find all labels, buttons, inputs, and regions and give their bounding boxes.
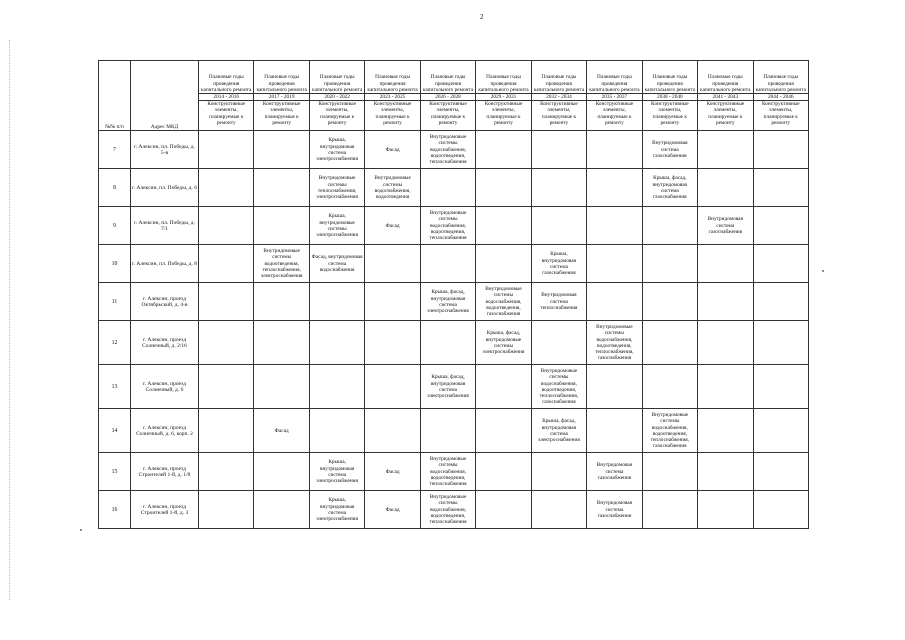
header-period-title: Плановые годы проведения капитального ремонта xyxy=(476,61,531,94)
repair-elements-cell xyxy=(254,283,309,321)
repair-elements-cell xyxy=(642,321,697,365)
repair-elements-cell xyxy=(254,321,309,365)
header-period-years: 2026 - 2028 xyxy=(420,94,475,101)
repair-elements-cell xyxy=(753,207,808,245)
row-address: г. Алексин, проезд Солнечный, д. 2/16 xyxy=(131,321,199,365)
header-period-years: 2017 - 2019 xyxy=(254,94,309,101)
row-address: г. Алексин, пл. Победы, д. 5-в xyxy=(131,131,199,169)
table-header xyxy=(99,61,809,131)
repair-elements-cell: Крыша, фасад, внутридомовая система электроснабжения xyxy=(420,365,475,409)
header-period-years: 2038 - 2040 xyxy=(642,94,697,101)
repair-elements-cell xyxy=(698,409,753,453)
repair-elements-cell xyxy=(309,321,364,365)
repair-elements-cell: Внутридомовые системы водоснабжения, водоотведения, газоснабжения xyxy=(476,283,531,321)
repair-elements-cell xyxy=(476,409,531,453)
repair-elements-cell: Внутридомовая система газоснабжения xyxy=(642,131,697,169)
repair-elements-cell xyxy=(642,245,697,283)
repair-elements-cell: Внутридомовая система газоснабжения xyxy=(587,491,642,529)
repair-elements-cell xyxy=(753,365,808,409)
repair-elements-cell xyxy=(476,245,531,283)
repair-elements-cell xyxy=(753,409,808,453)
header-elements-label: Конструктивные элементы, планируемые к ремонту xyxy=(531,101,586,131)
repair-elements-cell: Крыша, фасад, внутридомовая система электроснабжения xyxy=(531,409,586,453)
repair-elements-cell: Фасад xyxy=(365,491,420,529)
header-elements-label: Конструктивные элементы, планируемые к ремонту xyxy=(254,101,309,131)
repair-elements-cell xyxy=(753,453,808,491)
repair-elements-cell xyxy=(698,453,753,491)
repair-elements-cell xyxy=(199,207,254,245)
repair-elements-cell: Внутридомовая система газоснабжения xyxy=(587,453,642,491)
repair-elements-cell: Фасад xyxy=(254,409,309,453)
row-address: г. Алексин, проезд Октябрьский, д. 4-в xyxy=(131,283,199,321)
repair-elements-cell xyxy=(309,365,364,409)
repair-elements-cell xyxy=(698,283,753,321)
repair-elements-cell: Внутридомовые системы теплоснабжения, электроснабжения xyxy=(309,169,364,207)
header-elements-label: Конструктивные элементы, планируемые к ремонту xyxy=(642,101,697,131)
table-row xyxy=(99,283,809,321)
repair-elements-cell xyxy=(587,409,642,453)
table-row xyxy=(99,169,809,207)
row-address: г. Алексин, пл. Победы, д. 7/1 xyxy=(131,207,199,245)
repair-elements-cell xyxy=(365,409,420,453)
header-period-title: Плановые годы проведения капитального ремонта xyxy=(642,61,697,94)
repair-elements-cell xyxy=(698,131,753,169)
header-period-years: 2023 - 2025 xyxy=(365,94,420,101)
header-period-years: 2041 - 2043 xyxy=(698,94,753,101)
repair-elements-cell xyxy=(531,491,586,529)
table-row xyxy=(99,365,809,409)
repair-elements-cell xyxy=(254,131,309,169)
repair-elements-cell xyxy=(753,321,808,365)
repair-elements-cell xyxy=(753,131,808,169)
repair-elements-cell: Внутридомовые системы водоснабжения, водоотведения, теплоснабжения xyxy=(420,491,475,529)
repair-elements-cell xyxy=(309,409,364,453)
repair-elements-cell xyxy=(587,169,642,207)
repair-elements-cell xyxy=(587,283,642,321)
repair-elements-cell xyxy=(365,283,420,321)
scan-speck xyxy=(80,529,82,531)
repair-elements-cell xyxy=(254,207,309,245)
row-address: г. Алексин, проезд Строителей 1-й, д. 3 xyxy=(131,491,199,529)
repair-elements-cell: Внутридомовые системы водоснабжения, водоотведения, теплоснабжения, газоснабжения xyxy=(642,409,697,453)
repair-elements-cell xyxy=(698,245,753,283)
repair-elements-cell: Крыша, внутридомовая система газоснабжения xyxy=(531,245,586,283)
header-period-title: Плановые годы проведения капитального ремонта xyxy=(698,61,753,94)
repair-elements-cell xyxy=(199,283,254,321)
header-period-title: Плановые годы проведения капитального ремонта xyxy=(199,61,254,94)
repair-elements-cell xyxy=(642,365,697,409)
row-number: 15 xyxy=(99,453,131,491)
repair-elements-cell xyxy=(420,169,475,207)
row-address: г. Алексин, пл. Победы, д. 6 xyxy=(131,169,199,207)
header-period-title: Плановые годы проведения капитального ремонта xyxy=(365,61,420,94)
header-elements-label: Конструктивные элементы, планируемые к ремонту xyxy=(476,101,531,131)
repair-elements-cell: Крыша, фасад, внутридомовые системы электроснабжения xyxy=(476,321,531,365)
repair-elements-cell: Внутридомовые системы водоснабжения, водоотведения xyxy=(365,169,420,207)
repair-elements-cell xyxy=(531,207,586,245)
table-row xyxy=(99,207,809,245)
repair-elements-cell xyxy=(587,365,642,409)
header-period-years: 2032 - 2034 xyxy=(531,94,586,101)
header-period-years: 2014 - 2016 xyxy=(199,94,254,101)
repair-elements-cell xyxy=(587,207,642,245)
repair-elements-cell xyxy=(587,131,642,169)
row-number: 11 xyxy=(99,283,131,321)
header-elements-label: Конструктивные элементы, планируемые к ремонту xyxy=(365,101,420,131)
header-period-title: Плановые годы проведения капитального ремонта xyxy=(420,61,475,94)
repair-elements-cell xyxy=(365,321,420,365)
repair-elements-cell: Внутридомовые системы водоотведения, теплоснабжения, электроснабжения xyxy=(254,245,309,283)
repair-elements-cell xyxy=(476,491,531,529)
header-period-title: Плановые годы проведения капитального ремонта xyxy=(587,61,642,94)
row-number: 14 xyxy=(99,409,131,453)
row-number: 7 xyxy=(99,131,131,169)
repair-elements-cell: Внутридомовые системы водоснабжения, водоотведения, теплоснабжения xyxy=(420,131,475,169)
repair-elements-cell: Крыша, внутридомовая система электроснабжения xyxy=(309,453,364,491)
repair-elements-cell xyxy=(420,409,475,453)
repair-elements-cell xyxy=(365,245,420,283)
repair-elements-cell xyxy=(199,365,254,409)
table-row xyxy=(99,321,809,365)
repair-elements-cell xyxy=(476,453,531,491)
row-number: 13 xyxy=(99,365,131,409)
repair-elements-cell xyxy=(254,169,309,207)
repair-elements-cell xyxy=(199,169,254,207)
repair-elements-cell xyxy=(642,491,697,529)
repair-elements-cell: Внутридомовые системы водоснабжения, водоотведения, теплоснабжения xyxy=(420,207,475,245)
repair-elements-cell xyxy=(753,491,808,529)
header-number: №№ п/п xyxy=(99,61,131,131)
table-body xyxy=(99,131,809,529)
header-elements-label: Конструктивные элементы, планируемые к ремонту xyxy=(587,101,642,131)
repair-elements-cell: Фасад, внутридомовая система водоснабжения xyxy=(309,245,364,283)
table-row xyxy=(99,131,809,169)
capital-repair-schedule-table xyxy=(98,60,809,529)
repair-elements-cell xyxy=(476,169,531,207)
header-address: Адрес МКД xyxy=(131,61,199,131)
header-period-years: 2020 - 2022 xyxy=(309,94,364,101)
repair-elements-cell: Фасад xyxy=(365,453,420,491)
repair-elements-cell: Внутридомовая система теплоснабжения xyxy=(531,283,586,321)
repair-elements-cell xyxy=(420,245,475,283)
table-row xyxy=(99,453,809,491)
header-period-title: Плановые годы проведения капитального ремонта xyxy=(254,61,309,94)
repair-elements-cell xyxy=(199,131,254,169)
header-period-years: 2029 - 2031 xyxy=(476,94,531,101)
header-period-years: 2035 - 2037 xyxy=(587,94,642,101)
header-elements-label: Конструктивные элементы, планируемые к ремонту xyxy=(698,101,753,131)
repair-elements-cell xyxy=(698,321,753,365)
repair-elements-cell: Фасад xyxy=(365,131,420,169)
table-row xyxy=(99,491,809,529)
repair-elements-cell xyxy=(698,491,753,529)
repair-elements-cell: Фасад xyxy=(365,207,420,245)
repair-elements-cell xyxy=(753,283,808,321)
row-address: г. Алексин, проезд Солнечный, д. 6 xyxy=(131,365,199,409)
repair-elements-cell: Крыша, фасад, внутридомовая система газоснабжения xyxy=(642,169,697,207)
repair-elements-cell xyxy=(698,169,753,207)
repair-elements-cell xyxy=(199,491,254,529)
header-period-title: Плановые годы проведения капитального ремонта xyxy=(309,61,364,94)
row-number: 8 xyxy=(99,169,131,207)
repair-elements-cell xyxy=(199,409,254,453)
row-number: 16 xyxy=(99,491,131,529)
binding-margin-marks xyxy=(9,40,12,600)
repair-elements-cell xyxy=(309,283,364,321)
repair-elements-cell xyxy=(642,453,697,491)
repair-elements-cell xyxy=(199,453,254,491)
repair-elements-cell: Крыша, фасад, внутридомовая система электроснабжения xyxy=(420,283,475,321)
row-address: г. Алексин, проезд Солнечный, д. 6, корп. 2 xyxy=(131,409,199,453)
repair-elements-cell xyxy=(476,207,531,245)
page-number: 2 xyxy=(480,13,484,21)
repair-elements-cell xyxy=(199,245,254,283)
repair-elements-cell xyxy=(642,283,697,321)
header-elements-label: Конструктивные элементы, планируемые к ремонту xyxy=(753,101,808,131)
row-number: 12 xyxy=(99,321,131,365)
repair-elements-cell: Крыша, внутридомовые системы электроснабжения xyxy=(309,207,364,245)
repair-elements-cell xyxy=(531,453,586,491)
repair-elements-cell xyxy=(531,321,586,365)
repair-elements-cell: Крыша, внутридомовая система электроснабжения xyxy=(309,491,364,529)
row-address: г. Алексин, пл. Победы, д. 8 xyxy=(131,245,199,283)
repair-elements-cell xyxy=(476,365,531,409)
header-elements-label: Конструктивные элементы, планируемые к ремонту xyxy=(420,101,475,131)
repair-elements-cell xyxy=(420,321,475,365)
repair-elements-cell: Внутридомовые системы водоснабжения, водоотведения, теплоснабжения, газоснабжения xyxy=(587,321,642,365)
repair-elements-cell xyxy=(642,207,697,245)
row-number: 9 xyxy=(99,207,131,245)
repair-elements-cell: Крыша, внутридомовая система электроснабжения xyxy=(309,131,364,169)
header-period-title: Плановые годы проведения капитального ремонта xyxy=(753,61,808,94)
header-elements-label: Конструктивные элементы, планируемые к ремонту xyxy=(309,101,364,131)
repair-elements-cell xyxy=(199,321,254,365)
repair-elements-cell xyxy=(531,169,586,207)
repair-elements-cell xyxy=(254,491,309,529)
scan-speck xyxy=(822,270,824,272)
row-address: г. Алексин, проезд Строителей 1-й, д. 1/8 xyxy=(131,453,199,491)
repair-elements-cell xyxy=(254,453,309,491)
header-period-years: 2044 - 2046 xyxy=(753,94,808,101)
repair-elements-cell xyxy=(254,365,309,409)
repair-elements-cell xyxy=(365,365,420,409)
repair-elements-cell xyxy=(476,131,531,169)
table-row xyxy=(99,409,809,453)
repair-elements-cell: Внутридомовые системы водоснабжения, водоотведения, теплоснабжения, газоснабжения xyxy=(531,365,586,409)
repair-elements-cell: Внутридомовые системы водоснабжения, водоотведения, теплоснабжения xyxy=(420,453,475,491)
repair-elements-cell xyxy=(753,169,808,207)
header-elements-label: Конструктивные элементы, планируемые к ремонту xyxy=(199,101,254,131)
repair-elements-cell xyxy=(531,131,586,169)
table-row xyxy=(99,245,809,283)
repair-elements-cell xyxy=(698,365,753,409)
repair-elements-cell xyxy=(753,245,808,283)
repair-elements-cell: Внутридомовая система газоснабжения xyxy=(698,207,753,245)
row-number: 10 xyxy=(99,245,131,283)
header-period-title: Плановые годы проведения капитального ремонта xyxy=(531,61,586,94)
repair-elements-cell xyxy=(587,245,642,283)
